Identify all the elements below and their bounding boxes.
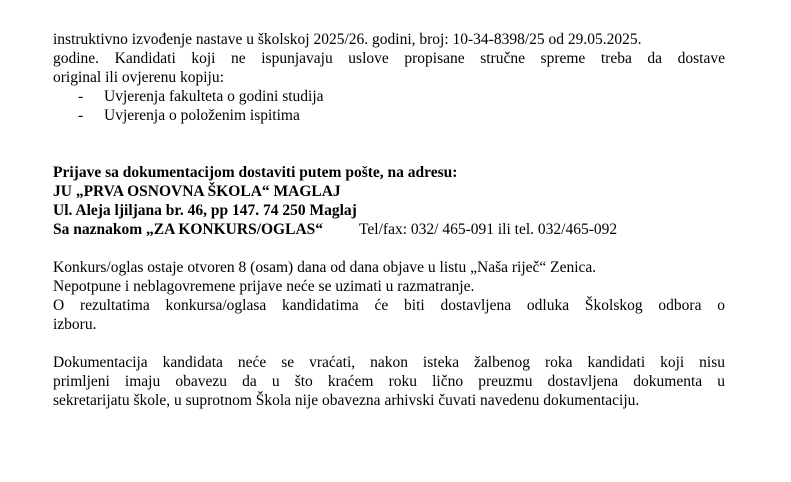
bullet-dash: - <box>78 88 84 105</box>
bullet-text: Uvjerenja o položenim ispitima <box>104 107 300 124</box>
bullet-dash: - <box>78 107 84 124</box>
notes-line-4: izboru. <box>53 316 97 333</box>
closing-line-1: Dokumentacija kandidata neće se vraćati, nakon isteka žalbenog roka kandidati koji nisu <box>53 354 725 371</box>
envelope-mark: Sa naznakom „ZA KONKURS/OGLAS“ <box>53 221 324 238</box>
closing-line-2: primljeni imaju obavezu da u što kraćem roku lično preuzmu dostavljena dokumenta u <box>53 373 725 390</box>
bullet-item <box>53 87 725 106</box>
bullet-text: Uvjerenja fakulteta o godini studija <box>104 88 324 105</box>
intro-line-3: original ili ovjerenu kopiju: <box>53 69 224 86</box>
intro-line-2: godine. Kandidati koji ne ispunjavaju uslove propisane stručne spreme treba da dostave <box>53 50 725 67</box>
notes-line-3: O rezultatima konkursa/oglasa kandidatima će biti dostavljena odluka Školskog odbora o <box>53 297 725 314</box>
street-address: Ul. Aleja ljiljana br. 46, pp 147. 74 250 Maglaj <box>53 202 357 219</box>
phone-fax: Tel/fax: 032/ 465-091 ili tel. 032/465-092 <box>359 221 618 238</box>
spacer <box>53 334 725 353</box>
school-name: JU „PRVA OSNOVNA ŠKOLA“ MAGLAJ <box>53 183 341 200</box>
contact-line <box>53 220 725 239</box>
closing-line-3: sekretarijatu škole, u suprotnom Škola nije obavezna arhivski čuvati navedenu dokumentaciju. <box>53 392 640 409</box>
spacer <box>53 239 725 258</box>
address-heading: Prijave sa dokumentacijom dostaviti putem pošte, na adresu: <box>53 164 458 181</box>
bullet-item <box>53 106 725 125</box>
document-page <box>53 30 725 410</box>
spacer <box>53 125 725 163</box>
notes-line-2: Nepotpune i neblagovremene prijave neće se uzimati u razmatranje. <box>53 278 475 295</box>
notes-line-1: Konkurs/oglas ostaje otvoren 8 (osam) dana od dana objave u listu „Naša riječ“ Zenica. <box>53 259 597 276</box>
intro-line-1: instruktivno izvođenje nastave u školskoj 2025/26. godini, broj: 10-34-8398/25 od 29.05.2025. <box>53 31 642 48</box>
